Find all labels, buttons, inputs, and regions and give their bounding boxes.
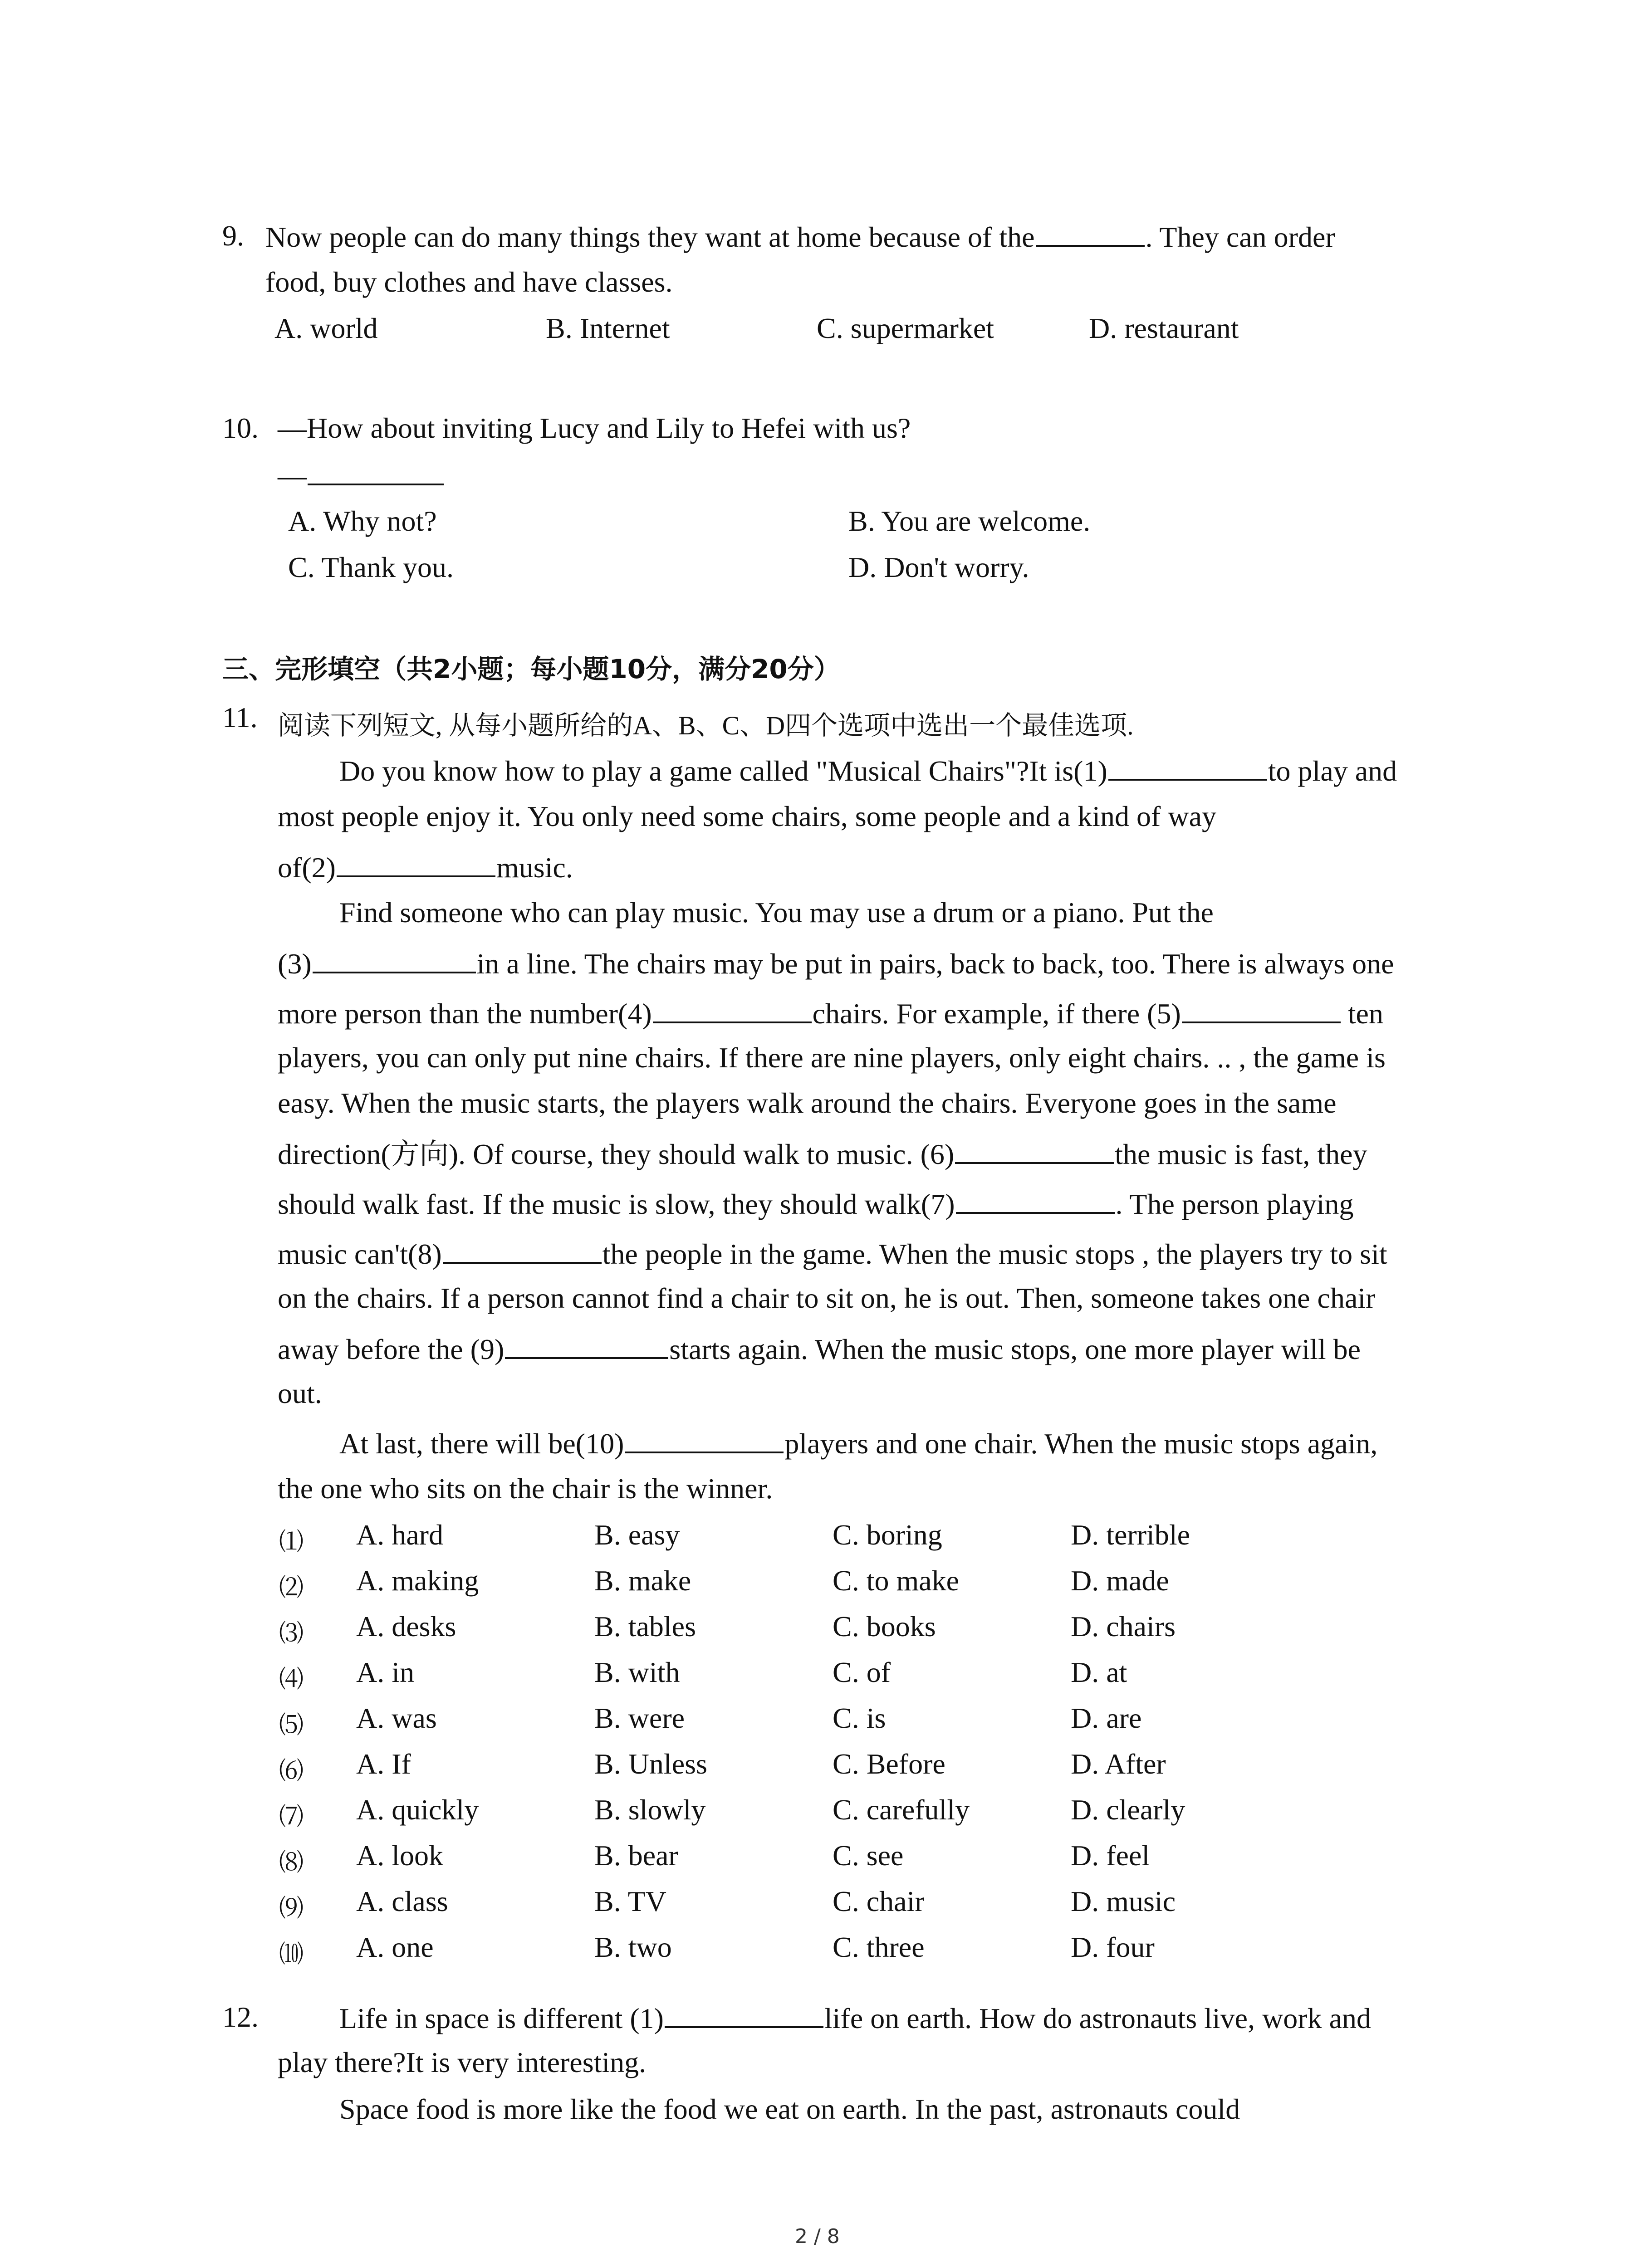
q11-option-c: C. to make (833, 1564, 960, 1597)
q11-option-b: B. with (594, 1656, 680, 1688)
q11-option-a: A. desks (356, 1610, 456, 1642)
q9-option-c: C. supermarket (817, 312, 994, 344)
passage-line: most people enjoy it. You only need some chairs, some people and a kind of way (278, 800, 1216, 832)
q12-number: 12. (222, 2001, 259, 2033)
q11-option-a: A. quickly (356, 1794, 479, 1826)
q11-option-b: B. two (594, 1931, 672, 1963)
q11-option-c: C. chair (833, 1885, 925, 1917)
answer-blank (665, 2003, 823, 2028)
q11-option-a: A. in (356, 1656, 414, 1688)
q11-option-a: A. look (356, 1839, 443, 1872)
q11-option-d: D. clearly (1071, 1794, 1185, 1826)
q11-option-d: D. four (1071, 1931, 1155, 1963)
q11-option-number: ⑴ (279, 1527, 304, 1556)
q11-option-d: D. chairs (1071, 1610, 1176, 1642)
q11-option-b: B. TV (594, 1885, 666, 1917)
answer-blank (505, 1334, 668, 1359)
q11-option-number: ⑻ (279, 1848, 304, 1877)
passage-line: should walk fast. If the music is slow, they should walk(7) . The person playing (278, 1188, 1354, 1220)
passage-line: easy. When the music starts, the players walk around the chairs. Everyone goes in the same (278, 1087, 1337, 1119)
q11-option-a: A. one (356, 1931, 434, 1963)
q11-option-b: B. easy (594, 1519, 680, 1551)
q11-option-c: C. carefully (833, 1794, 970, 1826)
q11-option-d: D. After (1071, 1748, 1166, 1780)
answer-blank (1108, 755, 1267, 781)
q11-option-b: B. slowly (594, 1794, 706, 1826)
q10-option-d: D. Don't worry. (848, 551, 1029, 583)
q11-option-c: C. is (833, 1702, 886, 1734)
q10-number: 10. (222, 412, 259, 444)
q11-option-a: A. was (356, 1702, 437, 1734)
passage-line: players, you can only put nine chairs. If there are nine players, only eight chairs. .. , the game is (278, 1041, 1386, 1074)
answer-blank (653, 998, 812, 1023)
passage-line: At last, there will be(10) players and one chair. When the music stops again, (339, 1427, 1378, 1460)
q10-option-b: B. You are welcome. (848, 505, 1091, 537)
q11-option-number: ⑵ (279, 1573, 304, 1602)
q11-option-c: C. Before (833, 1748, 945, 1780)
q11-option-c: C. boring (833, 1519, 942, 1551)
q11-option-d: D. feel (1071, 1839, 1150, 1872)
passage-line: Find someone who can play music. You may use a drum or a piano. Put the (339, 896, 1214, 929)
q9-option-a: A. world (274, 312, 378, 344)
passage-line: out. (278, 1377, 322, 1409)
answer-blank (956, 1188, 1115, 1214)
passage-line: Life in space is different (1) life on earth. How do astronauts live, work and (339, 2002, 1371, 2034)
q9-option-b: B. Internet (546, 312, 670, 344)
q10-option-a: A. Why not? (288, 505, 437, 537)
passage-line: Do you know how to play a game called "Musical Chairs"?It is(1) to play and (339, 755, 1397, 787)
q11-option-number: ⑶ (279, 1619, 304, 1647)
q11-option-d: D. music (1071, 1885, 1176, 1917)
answer-blank (955, 1139, 1114, 1164)
page-number: 2 / 8 (795, 2225, 840, 2248)
q11-option-b: B. make (594, 1564, 691, 1597)
q9-line-2: food, buy clothes and have classes. (265, 266, 673, 298)
q11-option-number: ⑺ (279, 1802, 304, 1831)
q11-option-number: ⑹ (279, 1756, 304, 1785)
answer-blank (1182, 998, 1341, 1023)
answer-blank (1036, 221, 1145, 247)
answer-blank (308, 460, 444, 485)
q10-option-c: C. Thank you. (288, 551, 454, 583)
passage-line: play there?It is very interesting. (278, 2046, 647, 2078)
q11-option-c: C. of (833, 1656, 891, 1688)
q11-option-d: D. at (1071, 1656, 1127, 1688)
passage-line: Space food is more like the food we eat on earth. In the past, astronauts could (339, 2093, 1240, 2125)
answer-blank (625, 1428, 784, 1453)
q10-question: —How about inviting Lucy and Lily to Hefei with us? (278, 412, 911, 444)
q11-option-c: C. see (833, 1839, 904, 1872)
q11-option-a: A. hard (356, 1519, 443, 1551)
q11-option-a: A. If (356, 1748, 411, 1780)
q10-answer-line: — (278, 460, 445, 490)
q11-option-d: D. are (1071, 1702, 1142, 1734)
passage-line: more person than the number(4) chairs. For example, if there (5) ten (278, 997, 1383, 1030)
passage-line: music can't(8) the people in the game. When the music stops , the players try to sit (278, 1238, 1387, 1270)
q11-option-number: ⑸ (279, 1711, 304, 1739)
q11-number: 11. (222, 701, 258, 733)
q11-option-d: D. terrible (1071, 1519, 1190, 1551)
q11-option-b: B. bear (594, 1839, 678, 1872)
q11-option-c: C. three (833, 1931, 925, 1963)
answer-blank (337, 852, 495, 877)
q11-option-number: ⑼ (279, 1894, 304, 1922)
q9-number: 9. (222, 220, 244, 252)
q11-option-a: A. making (356, 1564, 479, 1597)
q11-instructions: 阅读下列短文, 从每小题所给的A、B、C、D四个选项中选出一个最佳选项. (278, 711, 1134, 740)
section-heading: 三、完形填空（共2小题；每小题10分，满分20分） (222, 654, 840, 684)
passage-line: the one who sits on the chair is the winner. (278, 1472, 773, 1505)
passage-line: away before the (9) starts again. When the music stops, one more player will be (278, 1333, 1361, 1365)
passage-line: of(2) music. (278, 851, 573, 884)
answer-blank (313, 948, 476, 973)
q11-option-number: ⑷ (279, 1665, 304, 1693)
passage-line: on the chairs. If a person cannot find a chair to sit on, he is out. Then, someone takes one chair (278, 1282, 1376, 1314)
passage-line: (3) in a line. The chairs may be put in pairs, back to back, too. There is always one (278, 948, 1394, 980)
q11-option-b: B. tables (594, 1610, 696, 1642)
passage-line: direction(方向). Of course, they should walk to music. (6) the music is fast, they (278, 1138, 1367, 1170)
q9-option-d: D. restaurant (1089, 312, 1239, 344)
q9-line-1: Now people can do many things they want at home because of the . They can order (265, 221, 1335, 253)
q11-option-b: B. Unless (594, 1748, 707, 1780)
answer-blank (443, 1238, 602, 1264)
q11-option-d: D. made (1071, 1564, 1169, 1597)
q11-option-number: ⑽ (279, 1940, 304, 1968)
q11-option-c: C. books (833, 1610, 936, 1642)
q11-option-b: B. were (594, 1702, 685, 1734)
q11-option-a: A. class (356, 1885, 448, 1917)
